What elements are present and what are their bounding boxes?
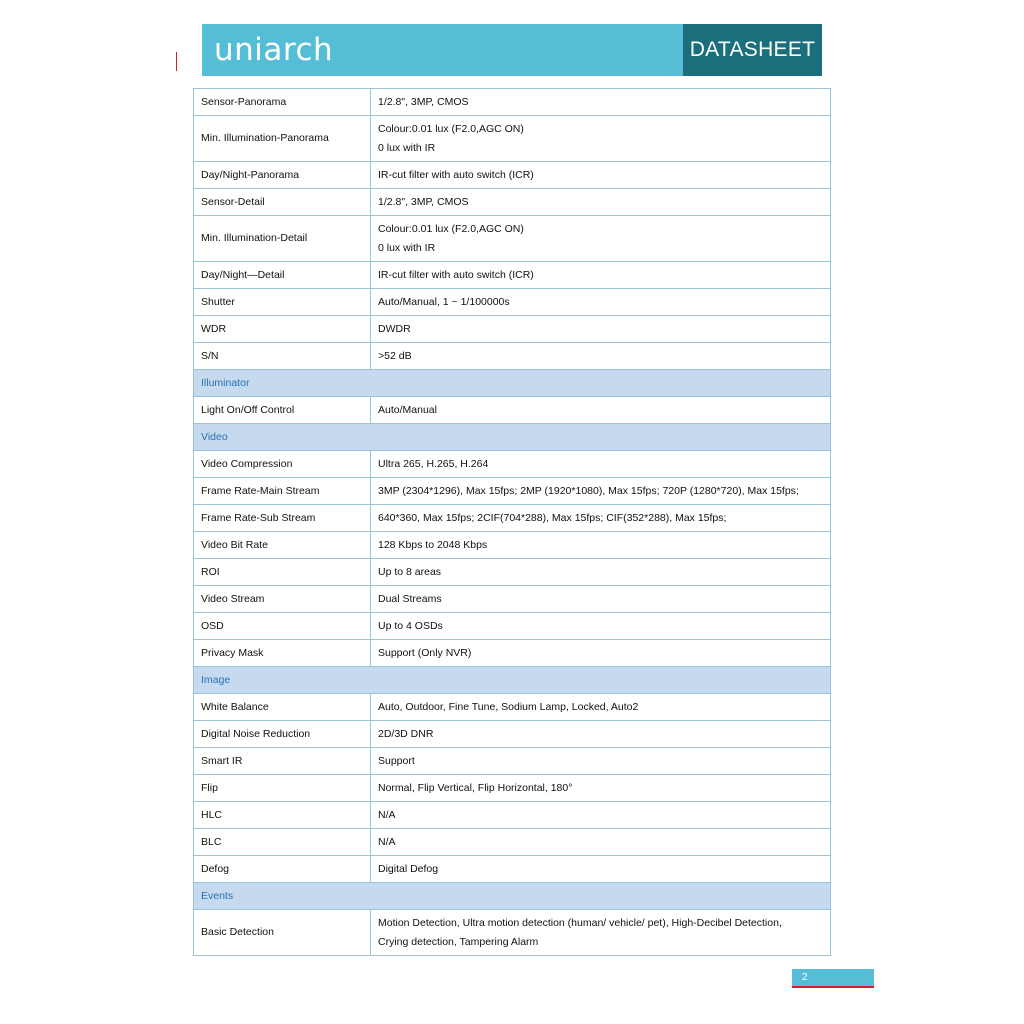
spec-label: ROI <box>194 559 371 586</box>
spec-row <box>194 505 831 532</box>
section-title: Illuminator <box>194 370 831 397</box>
spec-value <box>371 775 831 802</box>
spec-label: Min. Illumination-Detail <box>194 216 371 262</box>
section-title: Video <box>194 424 831 451</box>
spec-label: Video Bit Rate <box>194 532 371 559</box>
page-number: 2 <box>802 972 808 983</box>
section-header-row <box>194 883 831 910</box>
spec-label: Light On/Off Control <box>194 397 371 424</box>
spec-value-line: N/A <box>378 808 396 821</box>
spec-row <box>194 721 831 748</box>
spec-value-line: Digital Defog <box>378 862 439 875</box>
spec-label: OSD <box>194 613 371 640</box>
spec-row <box>194 289 831 316</box>
spec-table <box>193 88 831 956</box>
spec-row <box>194 802 831 829</box>
spec-value-line: 2D/3D DNR <box>378 727 434 740</box>
spec-value <box>371 262 831 289</box>
spec-value-line: 0 lux with IR <box>378 141 436 154</box>
spec-row <box>194 910 831 956</box>
spec-value <box>371 640 831 667</box>
spec-label: HLC <box>194 802 371 829</box>
red-margin-mark <box>176 52 177 71</box>
spec-value <box>371 721 831 748</box>
spec-row <box>194 613 831 640</box>
spec-row <box>194 775 831 802</box>
spec-row <box>194 694 831 721</box>
spec-row <box>194 478 831 505</box>
spec-value <box>371 694 831 721</box>
spec-label: Digital Noise Reduction <box>194 721 371 748</box>
spec-label: Defog <box>194 856 371 883</box>
spec-value-line: Normal, Flip Vertical, Flip Horizontal, 180° <box>378 781 573 794</box>
spec-label: Sensor-Panorama <box>194 89 371 116</box>
spec-row <box>194 89 831 116</box>
spec-value <box>371 189 831 216</box>
spec-value-line: N/A <box>378 835 396 848</box>
spec-value-line: 128 Kbps to 2048 Kbps <box>378 538 488 551</box>
spec-label: Privacy Mask <box>194 640 371 667</box>
spec-label: Day/Night—Detail <box>194 262 371 289</box>
spec-label: Shutter <box>194 289 371 316</box>
spec-row <box>194 316 831 343</box>
spec-row <box>194 116 831 162</box>
spec-value-line: DWDR <box>378 322 411 335</box>
spec-value-line: 0 lux with IR <box>378 241 436 254</box>
spec-value-line: Colour:0.01 lux (F2.0,AGC ON) <box>378 223 524 235</box>
spec-value <box>371 802 831 829</box>
spec-label: White Balance <box>194 694 371 721</box>
spec-label: BLC <box>194 829 371 856</box>
spec-label: Day/Night-Panorama <box>194 162 371 189</box>
spec-value-line: Support (Only NVR) <box>378 646 472 659</box>
spec-row <box>194 189 831 216</box>
spec-value-line: IR-cut filter with auto switch (ICR) <box>378 168 534 181</box>
spec-label: Video Stream <box>194 586 371 613</box>
spec-value <box>371 910 831 956</box>
spec-table-body <box>194 89 831 956</box>
spec-label: Min. Illumination-Panorama <box>194 116 371 162</box>
page-number-box <box>792 969 874 986</box>
spec-label: Frame Rate-Sub Stream <box>194 505 371 532</box>
section-header-row <box>194 424 831 451</box>
section-title: Image <box>194 667 831 694</box>
spec-value <box>371 451 831 478</box>
spec-value <box>371 89 831 116</box>
spec-row <box>194 397 831 424</box>
spec-value <box>371 343 831 370</box>
spec-row <box>194 640 831 667</box>
spec-value <box>371 586 831 613</box>
spec-label: WDR <box>194 316 371 343</box>
spec-label: Flip <box>194 775 371 802</box>
spec-value-line: 1/2.8", 3MP, CMOS <box>378 95 469 108</box>
spec-value-line: Support <box>378 754 415 767</box>
spec-value-line: Auto/Manual, 1 ~ 1/100000s <box>378 295 510 308</box>
section-title: Events <box>194 883 831 910</box>
spec-row <box>194 262 831 289</box>
spec-value-line: Dual Streams <box>378 592 442 605</box>
spec-value <box>371 505 831 532</box>
page-number-underline <box>792 986 874 988</box>
spec-label: S/N <box>194 343 371 370</box>
spec-value <box>371 162 831 189</box>
spec-value <box>371 116 831 162</box>
spec-value <box>371 829 831 856</box>
spec-row <box>194 559 831 586</box>
spec-row <box>194 343 831 370</box>
spec-value-line: Colour:0.01 lux (F2.0,AGC ON) <box>378 123 524 135</box>
spec-row <box>194 216 831 262</box>
spec-label: Frame Rate-Main Stream <box>194 478 371 505</box>
spec-row <box>194 748 831 775</box>
spec-label: Video Compression <box>194 451 371 478</box>
spec-value <box>371 478 831 505</box>
spec-value-line: Up to 8 areas <box>378 565 442 578</box>
datasheet-label: DATASHEET <box>683 24 822 76</box>
spec-value-line: Crying detection, Tampering Alarm <box>378 935 539 948</box>
spec-value-line: Up to 4 OSDs <box>378 619 443 632</box>
spec-value <box>371 532 831 559</box>
spec-value <box>371 289 831 316</box>
spec-value-line: Auto, Outdoor, Fine Tune, Sodium Lamp, Locked, Auto2 <box>378 700 639 713</box>
spec-row <box>194 162 831 189</box>
section-header-row <box>194 370 831 397</box>
spec-value <box>371 748 831 775</box>
spec-value-line: Ultra 265, H.265, H.264 <box>378 457 489 470</box>
spec-label: Basic Detection <box>194 910 371 956</box>
spec-value-line: 640*360, Max 15fps; 2CIF(704*288), Max 15fps; CIF(352*288), Max 15fps; <box>378 511 727 524</box>
spec-value-line: IR-cut filter with auto switch (ICR) <box>378 268 534 281</box>
spec-label: Smart IR <box>194 748 371 775</box>
spec-row <box>194 532 831 559</box>
section-header-row <box>194 667 831 694</box>
spec-value <box>371 559 831 586</box>
spec-value <box>371 316 831 343</box>
spec-value <box>371 397 831 424</box>
header-banner <box>202 24 822 76</box>
spec-row <box>194 451 831 478</box>
spec-value-line: 1/2.8", 3MP, CMOS <box>378 195 469 208</box>
spec-value-line: Auto/Manual <box>378 403 437 416</box>
spec-row <box>194 829 831 856</box>
uniarch-logo: uniarch <box>214 32 334 68</box>
spec-value-line: 3MP (2304*1296), Max 15fps; 2MP (1920*1080), Max 15fps; 720P (1280*720), Max 15fps; <box>378 484 799 497</box>
spec-row <box>194 856 831 883</box>
spec-label: Sensor-Detail <box>194 189 371 216</box>
spec-value <box>371 613 831 640</box>
spec-value <box>371 856 831 883</box>
spec-value-line: >52 dB <box>378 349 412 362</box>
spec-row <box>194 586 831 613</box>
spec-value <box>371 216 831 262</box>
spec-value-line: Motion Detection, Ultra motion detection (human/ vehicle/ pet), High-Decibel Detection, <box>378 917 782 929</box>
